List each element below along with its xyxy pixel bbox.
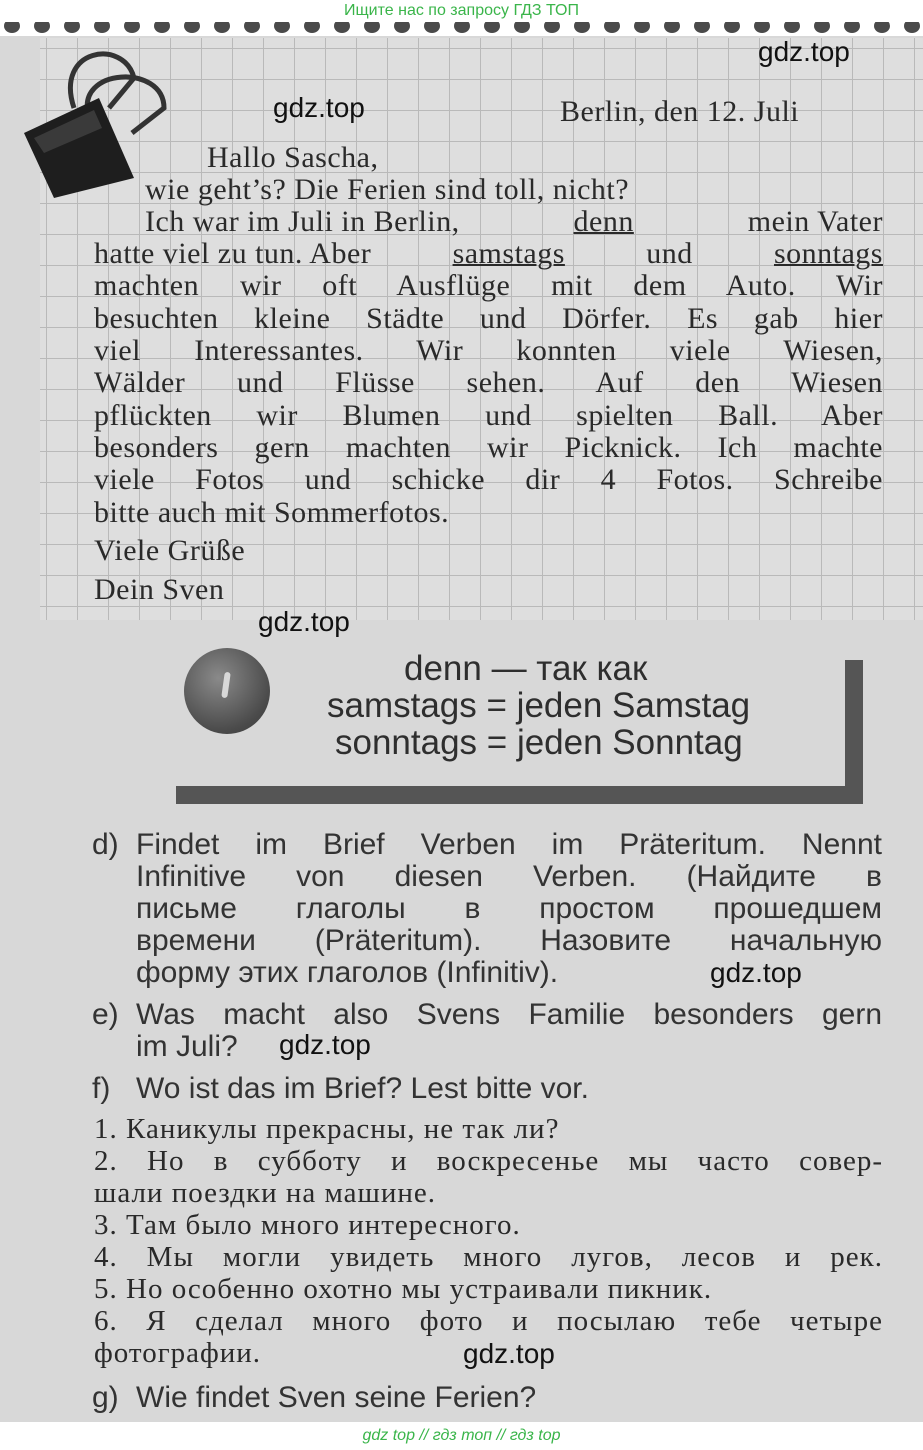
task-line: письме глаголы в простом прошедшем [136, 892, 882, 925]
russian-sentence: 4. Мы могли увидеть много лугов, лесов и рек. [94, 1241, 883, 1273]
underlined-word: denn [573, 205, 634, 238]
russian-sentence: 6. Я сделал много фото и посылаю тебе четыре [94, 1305, 883, 1337]
task-line: времени (Präteritum). Назовите начальную [136, 924, 882, 957]
russian-sentence: фотографии. [94, 1337, 262, 1369]
bottom-banner[interactable]: gdz top // гдз топ // гдз top [0, 1422, 923, 1450]
letter-line: wie geht’s? Die Ferien sind toll, nicht? [145, 173, 630, 206]
underlined-word: samstags [452, 237, 565, 270]
task-line: форму этих глаголов (Infinitiv). [136, 956, 559, 989]
task-line: Findet im Brief Verben im Präteritum. Nennt [136, 828, 882, 861]
vocab-item: samstags = jeden Samstag [327, 686, 751, 725]
russian-sentence: 2. Но в субботу и воскресенье мы часто совер- [94, 1145, 883, 1177]
underlined-word: sonntags [773, 237, 883, 270]
letter-line: besuchten kleine Städte und Dörfer. Es gab hier [94, 302, 883, 335]
vocab-item: sonntags = jeden Sonntag [335, 723, 743, 762]
watermark: gdz.top [258, 606, 350, 637]
watermark: gdz.top [279, 1029, 371, 1060]
letter-line: viel Interessantes. Wir konnten viele Wiesen, [94, 334, 883, 367]
letter-line [94, 238, 883, 270]
watermark: gdz.top [758, 36, 850, 67]
letter-text: Ich war im Juli in Berlin, [145, 205, 460, 238]
letter-line: bitte auch mit Sommerfotos. [94, 496, 450, 529]
letter-closing: Viele Grüße [94, 534, 246, 567]
vocab-item: denn — так как [404, 649, 648, 688]
russian-sentence: 3. Там было много интересного. [94, 1209, 521, 1241]
task-label: d) [92, 828, 119, 861]
letter-place-date: Berlin, den 12. Juli [560, 95, 800, 128]
letter-line: viele Fotos und schicke dir 4 Fotos. Schreibe [94, 463, 883, 496]
letter-signature: Dein Sven [94, 573, 225, 606]
letter-line: pflückten wir Blumen und spielten Ball. Aber [94, 399, 883, 432]
task-line: Infinitive von diesen Verben. (Найдите в [136, 860, 882, 893]
watermark: gdz.top [463, 1338, 555, 1369]
letter-line: Wälder und Flüsse sehen. Auf den Wiesen [94, 366, 883, 399]
russian-sentence: шали поездки на машине. [94, 1177, 436, 1209]
letter-line [145, 206, 883, 238]
watermark: gdz.top [273, 92, 365, 123]
task-line: im Juli? [136, 1030, 238, 1063]
task-line: Wo ist das im Brief? Lest bitte vor. [136, 1072, 589, 1105]
letter-line: machten wir oft Ausflüge mit dem Auto. Wir [94, 269, 883, 302]
russian-sentence: 1. Каникулы прекрасны, не так ли? [94, 1113, 560, 1145]
task-line: Wie findet Sven seine Ferien? [136, 1381, 537, 1414]
task-label: g) [92, 1381, 119, 1414]
vocab-frame [845, 660, 863, 804]
watermark: gdz.top [710, 957, 802, 988]
letter-text: mein Vater [747, 205, 883, 238]
top-banner[interactable]: Ищите нас по запросу ГДЗ ТОП [0, 0, 923, 22]
letter-text: und [646, 237, 693, 270]
task-label: f) [92, 1072, 111, 1105]
letter-text: hatte viel zu tun. Aber [94, 237, 372, 270]
vocab-frame [176, 786, 863, 804]
letter-line: besonders gern machten wir Picknick. Ich machte [94, 431, 883, 464]
perforation-strip [0, 22, 923, 36]
letter-greeting: Hallo Sascha, [207, 141, 379, 174]
russian-sentence: 5. Но особенно охотно мы устраивали пикник. [94, 1273, 713, 1305]
task-line: Was macht also Svens Familie besonders gern [136, 998, 882, 1031]
task-label: e) [92, 998, 119, 1031]
